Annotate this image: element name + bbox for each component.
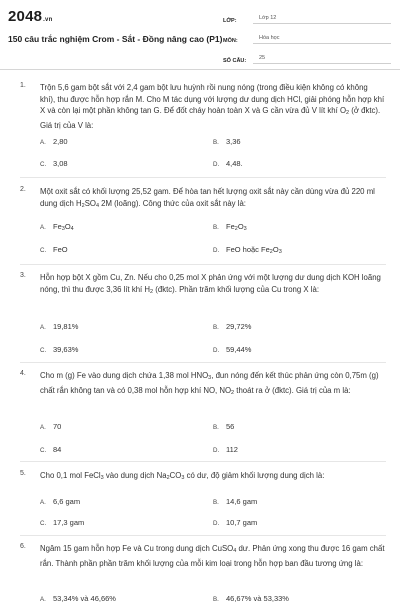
option-letter: B. xyxy=(213,424,219,431)
question-text: Một oxit sắt có khối lượng 25,52 gam. Để hòa tan hết lượng oxit sắt này cần dùng vừa đủ 220 ml dung dịch $H_2SO_4$ 2M (loãng). Công thức của oxit sắt này là: xyxy=(40,187,375,209)
option-c[interactable] xyxy=(40,345,78,354)
option-text: $Fe_3O_4$ xyxy=(53,222,74,232)
question-divider xyxy=(20,264,386,265)
question-text: Ngâm 15 gam hỗn hợp Fe và Cu trong dung dịch CuSO$_4$ dư. Phản ứng xong thu được 16 gam chất rắn. Thành phần phần trăm khối lượng của mỗi kim loại trong hỗn hợp ban đầu tương ứng là: xyxy=(40,544,385,568)
question-number: 1. xyxy=(20,82,26,89)
option-b[interactable] xyxy=(213,594,289,603)
option-letter: B. xyxy=(213,596,219,603)
class-value: Lớp 12 xyxy=(253,15,391,24)
option-letter: D. xyxy=(213,520,220,527)
meta-info xyxy=(223,8,391,68)
question-text: Hỗn hợp bột X gồm Cu, Zn. Nếu cho 0,25 mol X phản ứng với một lượng dư dung dịch KOH loãng nóng, thì thu được 3,36 lít khí $H_2$ (đktc). Phần trăm khối lượng của Cu trong X là: xyxy=(40,273,381,295)
question-text: Cho m (g) Fe vào dung dịch chứa 1,38 mol $HNO_3$, đun nóng đến kết thúc phản ứng còn 0,75m (g) chất rắn không tan và có 0,38 mol hỗn hợp khí NO, $NO_2$ thoát ra ở (đktc). Giá trị của m là: xyxy=(40,371,379,396)
option-c[interactable] xyxy=(40,445,61,454)
meta-row-count xyxy=(223,48,391,64)
option-a[interactable] xyxy=(40,594,116,603)
option-d[interactable] xyxy=(213,445,238,454)
option-text: 56 xyxy=(226,422,235,431)
option-a[interactable] xyxy=(40,322,78,331)
option-text: 19,81% xyxy=(53,322,79,331)
option-text: 6,6 gam xyxy=(53,497,81,506)
option-text: 14,6 gam xyxy=(226,497,258,506)
logo-suffix: .vn xyxy=(43,17,53,23)
option-text: 112 xyxy=(226,445,238,454)
option-text: 53,34% và 46,66% xyxy=(53,594,116,603)
question-text: Cho 0,1 mol FeCl$_3$ vào dung dịch $Na_2CO_3$ có dư, độ giảm khối lượng dung dịch là: xyxy=(40,471,325,481)
question-number: 6. xyxy=(20,543,26,550)
option-letter: A. xyxy=(40,224,46,231)
option-letter: C. xyxy=(40,161,47,168)
option-letter: D. xyxy=(213,347,220,354)
site-logo[interactable] xyxy=(8,8,52,25)
subject-label: MÔN: xyxy=(223,38,238,44)
option-letter: C. xyxy=(40,247,47,254)
document-title: 150 câu trắc nghiệm Crom - Sắt - Đồng nâng cao (P1) xyxy=(8,34,223,44)
option-text: 2,80 xyxy=(53,137,68,146)
page-header xyxy=(0,0,400,68)
option-text: 59,44% xyxy=(226,345,252,354)
option-d[interactable] xyxy=(213,518,257,527)
option-letter: B. xyxy=(213,139,219,146)
option-a[interactable] xyxy=(40,222,74,232)
question-divider xyxy=(20,362,386,363)
option-text: 84 xyxy=(53,445,62,454)
option-d[interactable] xyxy=(213,245,282,255)
option-letter: A. xyxy=(40,139,46,146)
option-letter: C. xyxy=(40,520,47,527)
option-text: FeO hoặc $Fe_2O_3$ xyxy=(226,245,282,255)
option-letter: A. xyxy=(40,499,46,506)
question-text: Trộn 5,6 gam bột sắt với 2,4 gam bột lưu huỳnh rồi nung nóng (trong điều kiện không có không khí), thu được hỗn hợp rắn M. Cho M tác dụng với lượng dư dung dịch HCl, giải phóng hỗn hợp khí X và còn lại một phần không tan G. Để đốt cháy hoàn toàn X và G cần vừa đủ V lít khí $O_2$ (ở đktc). Giá trị của V là: xyxy=(40,83,385,130)
count-value: 25 xyxy=(253,55,391,64)
option-letter: C. xyxy=(40,347,47,354)
option-letter: A. xyxy=(40,596,46,603)
option-text: 29,72% xyxy=(226,322,252,331)
option-b[interactable] xyxy=(213,322,251,331)
option-c[interactable] xyxy=(40,518,84,527)
question-divider xyxy=(20,177,386,178)
option-b[interactable] xyxy=(213,422,234,431)
option-text: 3,08 xyxy=(53,159,68,168)
option-letter: D. xyxy=(213,161,220,168)
option-b[interactable] xyxy=(213,222,247,232)
option-letter: A. xyxy=(40,424,46,431)
option-letter: B. xyxy=(213,224,219,231)
option-letter: B. xyxy=(213,324,219,331)
subject-value: Hóa học xyxy=(253,35,391,44)
meta-row-class xyxy=(223,8,391,24)
question-divider xyxy=(20,535,386,536)
option-d[interactable] xyxy=(213,159,243,168)
option-text: 39,63% xyxy=(53,345,79,354)
question-number: 3. xyxy=(20,272,26,279)
option-d[interactable] xyxy=(213,345,251,354)
option-letter: B. xyxy=(213,499,219,506)
class-label: LỚP: xyxy=(223,18,237,24)
option-letter: D. xyxy=(213,447,220,454)
meta-row-subject xyxy=(223,28,391,44)
option-text: 3,36 xyxy=(226,137,241,146)
option-letter: A. xyxy=(40,324,46,331)
option-text: 46,67% và 53,33% xyxy=(226,594,289,603)
option-text: 10,7 gam xyxy=(226,518,258,527)
question-number: 5. xyxy=(20,470,26,477)
option-a[interactable] xyxy=(40,497,80,506)
option-text: FeO xyxy=(53,245,68,254)
option-text: 4,48. xyxy=(226,159,243,168)
question-divider xyxy=(20,461,386,462)
option-letter: C. xyxy=(40,447,47,454)
logo-text: 2048 xyxy=(8,8,43,25)
question-number: 4. xyxy=(20,370,26,377)
option-text: 17,3 gam xyxy=(53,518,85,527)
header-divider xyxy=(0,69,400,70)
option-text: 70 xyxy=(53,422,62,431)
option-a[interactable] xyxy=(40,422,61,431)
count-label: SỐ CÂU: xyxy=(223,58,247,64)
option-c[interactable] xyxy=(40,245,68,254)
option-b[interactable] xyxy=(213,137,241,146)
option-a[interactable] xyxy=(40,137,68,146)
option-b[interactable] xyxy=(213,497,257,506)
option-text: $Fe_2O_3$ xyxy=(226,222,247,232)
option-c[interactable] xyxy=(40,159,68,168)
option-letter: D. xyxy=(213,247,220,254)
question-number: 2. xyxy=(20,186,26,193)
